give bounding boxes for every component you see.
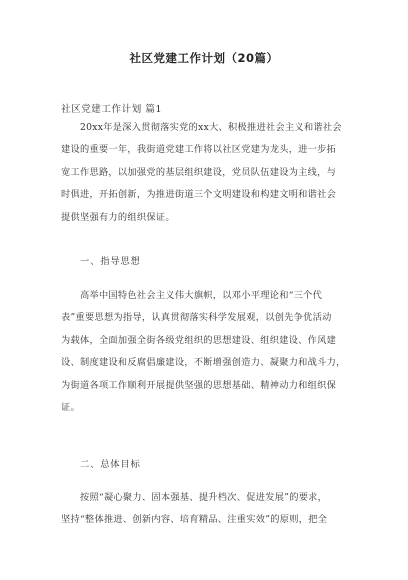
paragraph-line: 高举中国特色社会主义伟大旗帜，以邓小平理论和“三个代: [61, 290, 323, 301]
section-heading-overall-goals: 二、总体目标: [80, 459, 141, 470]
paragraph-line: 表”重要思想为指导，认真贯彻落实科学发展观，以创先争优活动: [61, 312, 332, 324]
paragraph-line: 按照“凝心聚力、固本强基、提升档次、促进发展”的要求，: [61, 492, 328, 503]
intro-paragraph: [61, 117, 351, 229]
paragraph-line: 提供坚强有力的组织保证。: [61, 211, 175, 223]
section-heading-guiding-ideology: 一、指导思想: [80, 256, 141, 267]
paragraph-line: 为街道各项工作顺利开展提供坚强的思想基础、精神动力和组织保: [61, 379, 337, 391]
paragraph-line: 坚持“整体推进、创新内容、培育精品、注重实效”的原则，把全: [61, 514, 328, 526]
document-title: 社区党建工作计划（20篇）: [129, 51, 279, 65]
paragraph-line: 证。: [61, 401, 80, 413]
paragraph-line: 为载体，全面加强全街各级党组织的思想建设、组织建设、作风建: [61, 334, 337, 346]
paragraph-line: 时俱进，开拓创新，为推进街道三个文明建设和构建文明和谐社会: [61, 189, 337, 201]
paragraph-line: 宽工作思路，以加强党的基层组织建设，党员队伍建设为主线，与: [61, 166, 337, 178]
paragraph-line: 设、制度建设和反腐倡廉建设，不断增强创造力、凝聚力和战斗力，: [61, 357, 346, 369]
paragraph-line: 建设的重要一年，我街道党建工作将以社区党建为龙头，进一步拓: [61, 144, 337, 156]
paragraph-line: 20xx年是深入贯彻落实党的xx大、积极推进社会主义和谐社会: [61, 122, 342, 133]
overall-goals-paragraph: [61, 487, 351, 532]
guiding-ideology-paragraph: [61, 285, 351, 419]
document-subtitle: 社区党建工作计划 篇1: [61, 104, 163, 115]
